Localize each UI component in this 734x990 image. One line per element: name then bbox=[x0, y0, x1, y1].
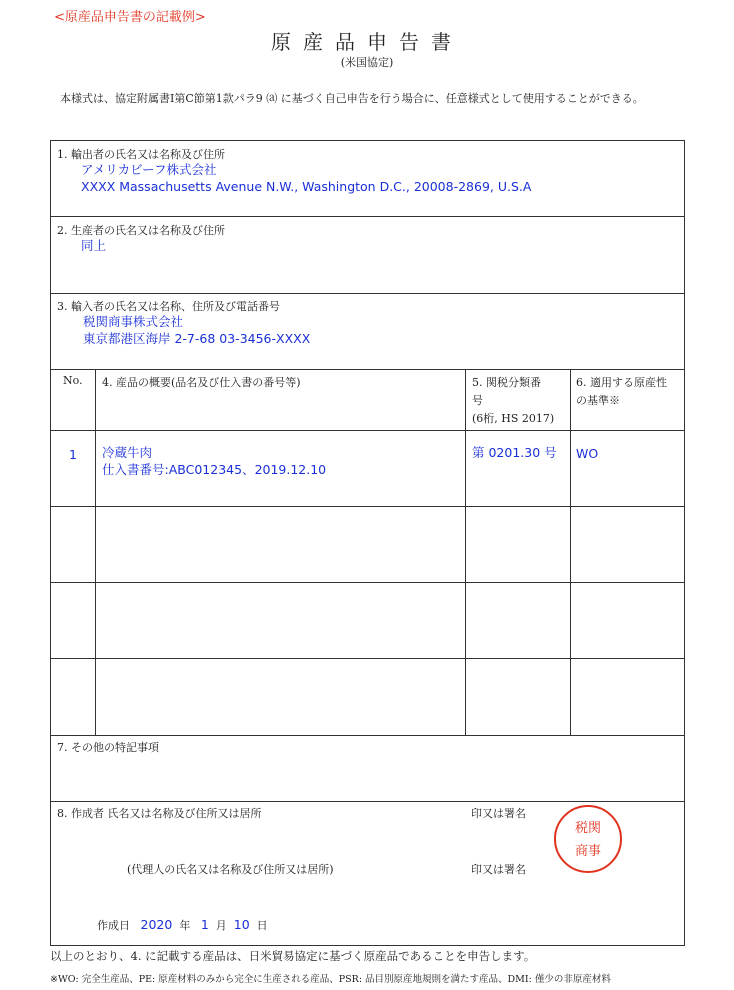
seal-text-line2: 商事 bbox=[574, 844, 601, 859]
agent-seal-label: 印又は署名 bbox=[471, 863, 526, 876]
exporter-address: XXXX Massachusetts Avenue N.W., Washington D.C., 20008-2869, U.S.A bbox=[81, 179, 532, 194]
exporter-name: アメリカビーフ株式会社 bbox=[81, 162, 217, 177]
exporter-label: 1. 輸出者の氏名又は名称及び住所 bbox=[57, 148, 225, 161]
criteria-footnote: ※WO: 完全生産品、PE: 原産材料のみから完全に生産される産品、PSR: 品目別原産地規則を満たす産品、DMI: 僅少の非原産材料 bbox=[50, 974, 611, 985]
row-hs-code: 第 0201.30 号 bbox=[472, 445, 557, 460]
column-header-hs-line3: (6桁, HS 2017) bbox=[472, 412, 555, 425]
row-description-line1: 冷蔵牛肉 bbox=[102, 445, 153, 460]
remarks-label: 7. その他の特記事項 bbox=[57, 741, 159, 754]
divider bbox=[51, 369, 684, 370]
divider bbox=[51, 216, 684, 217]
row-no: 1 bbox=[69, 447, 77, 462]
divider bbox=[51, 506, 684, 507]
row-origin-criterion: WO bbox=[576, 446, 599, 461]
importer-label: 3. 輸入者の氏名又は名称、住所及び電話番号 bbox=[57, 300, 280, 313]
divider bbox=[51, 801, 684, 802]
date-day: 10 bbox=[233, 917, 250, 932]
day-unit: 日 bbox=[256, 919, 268, 932]
column-header-criterion-line1: 6. 適用する原産性 bbox=[576, 376, 667, 389]
divider bbox=[51, 658, 684, 659]
page-title: 原産品申告書 bbox=[271, 30, 463, 54]
column-header-criterion-line2: の基準※ bbox=[576, 394, 620, 407]
importer-address-phone: 東京都港区海岸 2-7-68 03-3456-XXXX bbox=[83, 331, 311, 346]
date-row bbox=[97, 917, 268, 933]
divider bbox=[51, 293, 684, 294]
seal-text-line1: 税関 bbox=[574, 821, 601, 836]
divider bbox=[51, 735, 684, 736]
preparer-label: 8. 作成者 氏名又は名称及び住所又は居所 bbox=[57, 807, 262, 820]
column-header-hs-line1: 5. 関税分類番 bbox=[472, 376, 541, 389]
date-month: 1 bbox=[200, 917, 209, 932]
agent-label: (代理人の氏名又は名称及び住所又は居所) bbox=[127, 863, 334, 876]
page-subtitle: (米国協定) bbox=[340, 56, 394, 69]
declaration-statement: 以上のとおり、4. に記載する産品は、日米貿易協定に基づく原産品であることを申告します。 bbox=[50, 949, 536, 963]
producer-value: 同上 bbox=[81, 238, 107, 253]
date-label: 作成日 bbox=[97, 919, 130, 932]
column-header-no: No. bbox=[63, 374, 83, 387]
importer-name: 税関商事株式会社 bbox=[83, 314, 184, 329]
divider bbox=[51, 582, 684, 583]
column-header-hs-line2: 号 bbox=[472, 394, 483, 407]
table-column-divider bbox=[95, 369, 96, 735]
row-description-line2: 仕入書番号:ABC012345、2019.12.10 bbox=[102, 462, 327, 477]
column-header-description: 4. 産品の概要(品名及び仕入書の番号等) bbox=[102, 376, 301, 389]
table-column-divider bbox=[465, 369, 466, 735]
date-year: 2020 bbox=[140, 917, 173, 932]
divider bbox=[51, 430, 684, 431]
table-column-divider bbox=[570, 369, 571, 735]
declaration-form bbox=[50, 140, 685, 946]
producer-label: 2. 生産者の氏名又は名称及び住所 bbox=[57, 224, 225, 237]
year-unit: 年 bbox=[179, 919, 191, 932]
month-unit: 月 bbox=[215, 919, 227, 932]
company-seal-stamp bbox=[554, 805, 622, 873]
intro-text: 本様式は、協定附属書Ⅰ第C節第1款パラ9 ⒜ に基づく自己申告を行う場合に、任意様式として使用することができる。 bbox=[60, 92, 644, 105]
example-label: <原産品申告書の記載例> bbox=[54, 10, 206, 25]
seal-label: 印又は署名 bbox=[471, 807, 526, 820]
